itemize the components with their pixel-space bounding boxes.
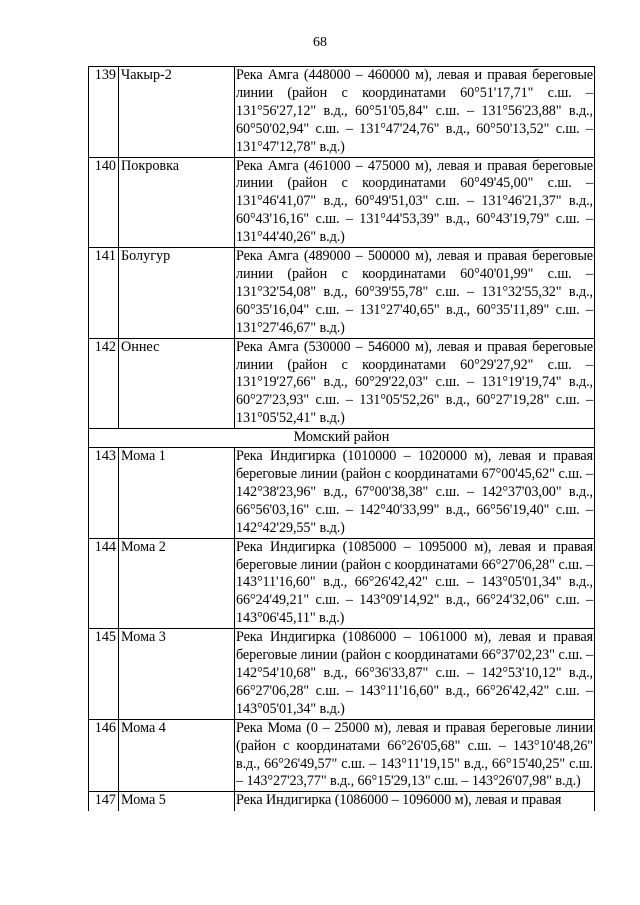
site-name: Чакыр-2 <box>119 67 235 158</box>
table-row <box>89 248 595 339</box>
site-name: Мома 4 <box>119 719 235 792</box>
site-description: Река Амга (489000 – 500000 м), левая и правая береговые линии (район с координатами 60°40'01,99" с.ш. – 131°32'54,08" в.д., 60°39'55,78" с.ш. – 131°32'55,32" в.д., 60°35'16,04" с.ш. – 131°27'40,65" в.д., 60°35'11,89" с.ш. – 131°27'46,67" в.д.) <box>235 248 595 339</box>
site-description: Река Индигирка (1086000 – 1061000 м), левая и правая береговые линии (район с координатами 66°37'02,23" с.ш. – 142°54'10,68" в.д., 66°36'33,87" с.ш. – 142°53'10,12" в.д., 66°27'06,28" с.ш. – 143°11'16,60" в.д., 66°26'42,42" с.ш. – 143°05'01,34" в.д.) <box>235 629 595 720</box>
section-title: Момский район <box>89 429 595 448</box>
row-number: 145 <box>89 629 119 720</box>
table-row <box>89 67 595 158</box>
row-number: 143 <box>89 448 119 539</box>
row-number: 140 <box>89 157 119 248</box>
site-description: Река Индигирка (1085000 – 1095000 м), левая и правая береговые линии (район с координатами 66°27'06,28" с.ш. – 143°11'16,60" в.д., 66°26'42,42" с.ш. – 143°05'01,34" в.д., 66°24'49,21" с.ш. – 143°09'14,92" в.д., 66°24'32,06" с.ш. – 143°06'45,11" в.д.) <box>235 538 595 629</box>
row-number: 147 <box>89 792 119 811</box>
table-row <box>89 792 595 811</box>
site-name: Мома 2 <box>119 538 235 629</box>
row-number: 141 <box>89 248 119 339</box>
table-row <box>89 338 595 429</box>
site-name: Болугур <box>119 248 235 339</box>
registry-table <box>88 66 595 811</box>
site-description: Река Амга (530000 – 546000 м), левая и правая береговые линии (район с координатами 60°29'27,92" с.ш. – 131°19'27,66" в.д., 60°29'22,03" с.ш. – 131°19'19,74" в.д., 60°27'23,93" с.ш. – 131°05'52,26" в.д., 60°27'19,28" с.ш. – 131°05'52,41" в.д.) <box>235 338 595 429</box>
section-row <box>89 429 595 448</box>
table-row <box>89 157 595 248</box>
site-description: Река Амга (461000 – 475000 м), левая и правая береговые линии (район с координатами 60°49'45,00" с.ш. – 131°46'41,07" в.д., 60°49'51,03" с.ш. – 131°46'21,37" в.д., 60°43'16,16" с.ш. – 131°44'53,39" в.д., 60°43'19,79" с.ш. – 131°44'40,26" в.д.) <box>235 157 595 248</box>
row-number: 139 <box>89 67 119 158</box>
site-name: Оннес <box>119 338 235 429</box>
table-row <box>89 448 595 539</box>
row-number: 144 <box>89 538 119 629</box>
site-description: Река Индигирка (1086000 – 1096000 м), левая и правая <box>235 792 595 811</box>
site-name: Мома 1 <box>119 448 235 539</box>
row-number: 146 <box>89 719 119 792</box>
page-number: 68 <box>313 35 327 50</box>
table-row <box>89 719 595 792</box>
row-number: 142 <box>89 338 119 429</box>
site-description: Река Амга (448000 – 460000 м), левая и правая береговые линии (район с координатами 60°51'17,71" с.ш. – 131°56'27,12" в.д., 60°51'05,84" с.ш. – 131°56'23,88" в.д., 60°50'02,94" с.ш. – 131°47'24,76" в.д., 60°50'13,52" с.ш. – 131°47'12,78" в.д.) <box>235 67 595 158</box>
site-description: Река Мома (0 – 25000 м), левая и правая береговые линии (район с координатами 66°26'05,68" с.ш. – 143°10'48,26" в.д., 66°26'49,57" с.ш. – 143°11'19,15" в.д., 66°15'40,25" с.ш. – 143°27'23,77" в.д., 66°15'29,13" с.ш. – 143°26'07,98" в.д.) <box>235 719 595 792</box>
site-name: Мома 3 <box>119 629 235 720</box>
site-name: Покровка <box>119 157 235 248</box>
site-description: Река Индигирка (1010000 – 1020000 м), левая и правая береговые линии (район с координатами 67°00'45,62" с.ш. – 142°38'23,96" в.д., 67°00'38,38" с.ш. – 142°37'03,00" в.д., 66°56'03,16" с.ш. – 142°40'33,99" в.д., 66°56'19,40" с.ш. – 142°42'29,55" в.д.) <box>235 448 595 539</box>
table-row <box>89 629 595 720</box>
site-name: Мома 5 <box>119 792 235 811</box>
table-row <box>89 538 595 629</box>
